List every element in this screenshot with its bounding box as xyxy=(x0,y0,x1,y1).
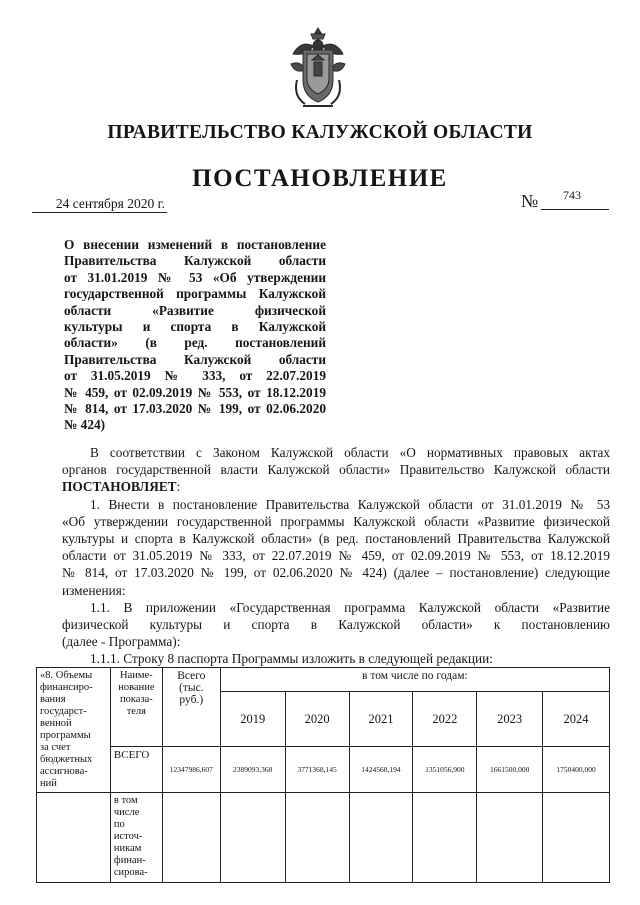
empty-cell xyxy=(477,793,543,883)
empty-cell xyxy=(285,793,349,883)
coat-of-arms-emblem xyxy=(287,24,349,112)
year-value-cell: 1750400,000 xyxy=(543,747,610,793)
year-value-cell: 1424568,194 xyxy=(349,747,413,793)
subject-line: культуры и спорта в Калужской xyxy=(64,319,326,335)
year-header-cell: 2020 xyxy=(285,692,349,747)
year-value-cell: 3771368,145 xyxy=(285,747,349,793)
body-line: 1.1. В приложении «Государственная программа Калужской области «Развитие xyxy=(90,599,610,615)
year-header-cell: 2019 xyxy=(220,692,285,747)
header-line: Наиме- xyxy=(120,670,153,681)
resolves-line: ПОСТАНОВЛЯЕТ: xyxy=(62,479,181,495)
empty-cell xyxy=(220,793,285,883)
body-line: культуры и спорта в Калужской области» (в ред. постановлений Правительства Калужской xyxy=(62,531,610,547)
organization-title: ПРАВИТЕЛЬСТВО КАЛУЖСКОЙ ОБЛАСТИ xyxy=(107,122,533,143)
sources-line: финан- xyxy=(113,855,146,866)
header-line: руб.) xyxy=(179,694,204,706)
subject-line: Правительства Калужской области xyxy=(64,253,326,269)
year-value-cell: 1661500,000 xyxy=(477,747,543,793)
body-line: органов государственной власти Калужской области» Правительство Калужской области xyxy=(62,462,610,478)
subject-line: О внесении изменений в постановление xyxy=(64,237,326,252)
body-line: В соответствии с Законом Калужской области «О нормативных правовых актах xyxy=(90,445,610,460)
label-line: вания xyxy=(40,694,66,705)
label-line: финансиро- xyxy=(40,682,93,693)
subject-line: № 424) xyxy=(64,417,106,433)
label-line: программы xyxy=(40,730,91,741)
number-label: № xyxy=(521,191,539,211)
header-line: теля xyxy=(126,706,147,717)
subject-line: № 459, от 02.09.2019 № 553, от 18.12.2019 xyxy=(64,384,326,400)
subject-line: № 814, от 17.03.2020 № 199, от 02.06.2020 xyxy=(64,401,326,417)
label-line: ний xyxy=(40,778,57,789)
financing-table xyxy=(36,667,610,883)
row-label-continuation xyxy=(37,793,111,883)
header-line: нование xyxy=(118,682,155,693)
label-line: бюджетных xyxy=(40,754,93,765)
number-underline xyxy=(541,209,609,210)
body-line: области от 31.05.2019 № 333, от 22.07.2019 № 459, от 02.09.2019 № 553, от 18.12.2019 xyxy=(62,548,610,564)
header-line: Всего xyxy=(177,670,206,682)
sources-line: сирова- xyxy=(113,867,148,878)
subject-line: области «Развитие физической xyxy=(64,302,326,318)
document-type-title: ПОСТАНОВЛЕНИЕ xyxy=(192,165,448,192)
year-header-cell: 2023 xyxy=(477,692,543,747)
year-value-cell: 2389093,368 xyxy=(220,747,285,793)
sources-line: по xyxy=(113,819,125,830)
subject-line: от 31.05.2019 № 333, от 22.07.2019 xyxy=(64,368,326,384)
body-line: 1. Внести в постановление Правительства Калужской области от 31.01.2019 № 53 xyxy=(90,496,610,512)
label-line: государст- xyxy=(40,706,87,717)
year-header-cell: 2024 xyxy=(543,692,610,747)
sources-label-cell xyxy=(110,793,162,883)
subject-line: государственной программы Калужской xyxy=(64,286,326,302)
body-line: (далее - Программа): xyxy=(62,634,181,650)
indicator-name-header xyxy=(110,668,162,747)
years-header: в том числе по годам: xyxy=(220,668,609,692)
empty-cell xyxy=(162,793,220,883)
row-label-cell xyxy=(37,668,111,793)
subject-line: области» (в ред. постановлений xyxy=(64,335,326,351)
header-line: (тыс. xyxy=(179,682,204,694)
document-number: 743 xyxy=(563,188,581,202)
label-line: «8. Объемы xyxy=(40,670,93,681)
sources-line: в том xyxy=(113,795,138,806)
header-line: показа- xyxy=(119,694,153,705)
empty-cell xyxy=(349,793,413,883)
total-row-label: ВСЕГО xyxy=(110,747,162,793)
total-header xyxy=(162,668,220,747)
document-date: 24 сентября 2020 г. xyxy=(32,196,167,213)
label-line: ассигнова- xyxy=(40,766,88,777)
year-header-cell: 2021 xyxy=(349,692,413,747)
body-line: № 814, от 17.03.2020 № 199, от 02.06.2020 № 424) (далее – постановление) следующие xyxy=(62,565,610,581)
document-subject xyxy=(64,237,326,434)
label-line: за счет xyxy=(40,742,71,753)
sources-line: числе xyxy=(113,807,140,818)
empty-cell xyxy=(413,793,477,883)
subject-line: Правительства Калужской области xyxy=(64,351,326,367)
year-value-cell: 1351056,900 xyxy=(413,747,477,793)
body-line: «Об утверждении государственной программы Калужской области «Развитие физической xyxy=(62,513,610,529)
body-line: изменения: xyxy=(62,582,126,598)
resolves-word: ПОСТАНОВЛЯЕТ xyxy=(62,479,177,495)
year-header-cell: 2022 xyxy=(413,692,477,747)
document-body xyxy=(62,444,610,668)
total-value-cell: 12347986,607 xyxy=(162,747,220,793)
label-line: венной xyxy=(40,718,72,729)
body-line: 1.1.1. Строку 8 паспорта Программы изложить в следующей редакции: xyxy=(90,651,493,667)
sources-line: никам xyxy=(113,843,142,854)
body-line: физической культуры и спорта в Калужской области» к постановлению xyxy=(62,617,610,633)
empty-cell xyxy=(543,793,610,883)
sources-line: источ- xyxy=(113,831,143,842)
subject-line: от 31.01.2019 № 53 «Об утверждении xyxy=(64,269,326,285)
